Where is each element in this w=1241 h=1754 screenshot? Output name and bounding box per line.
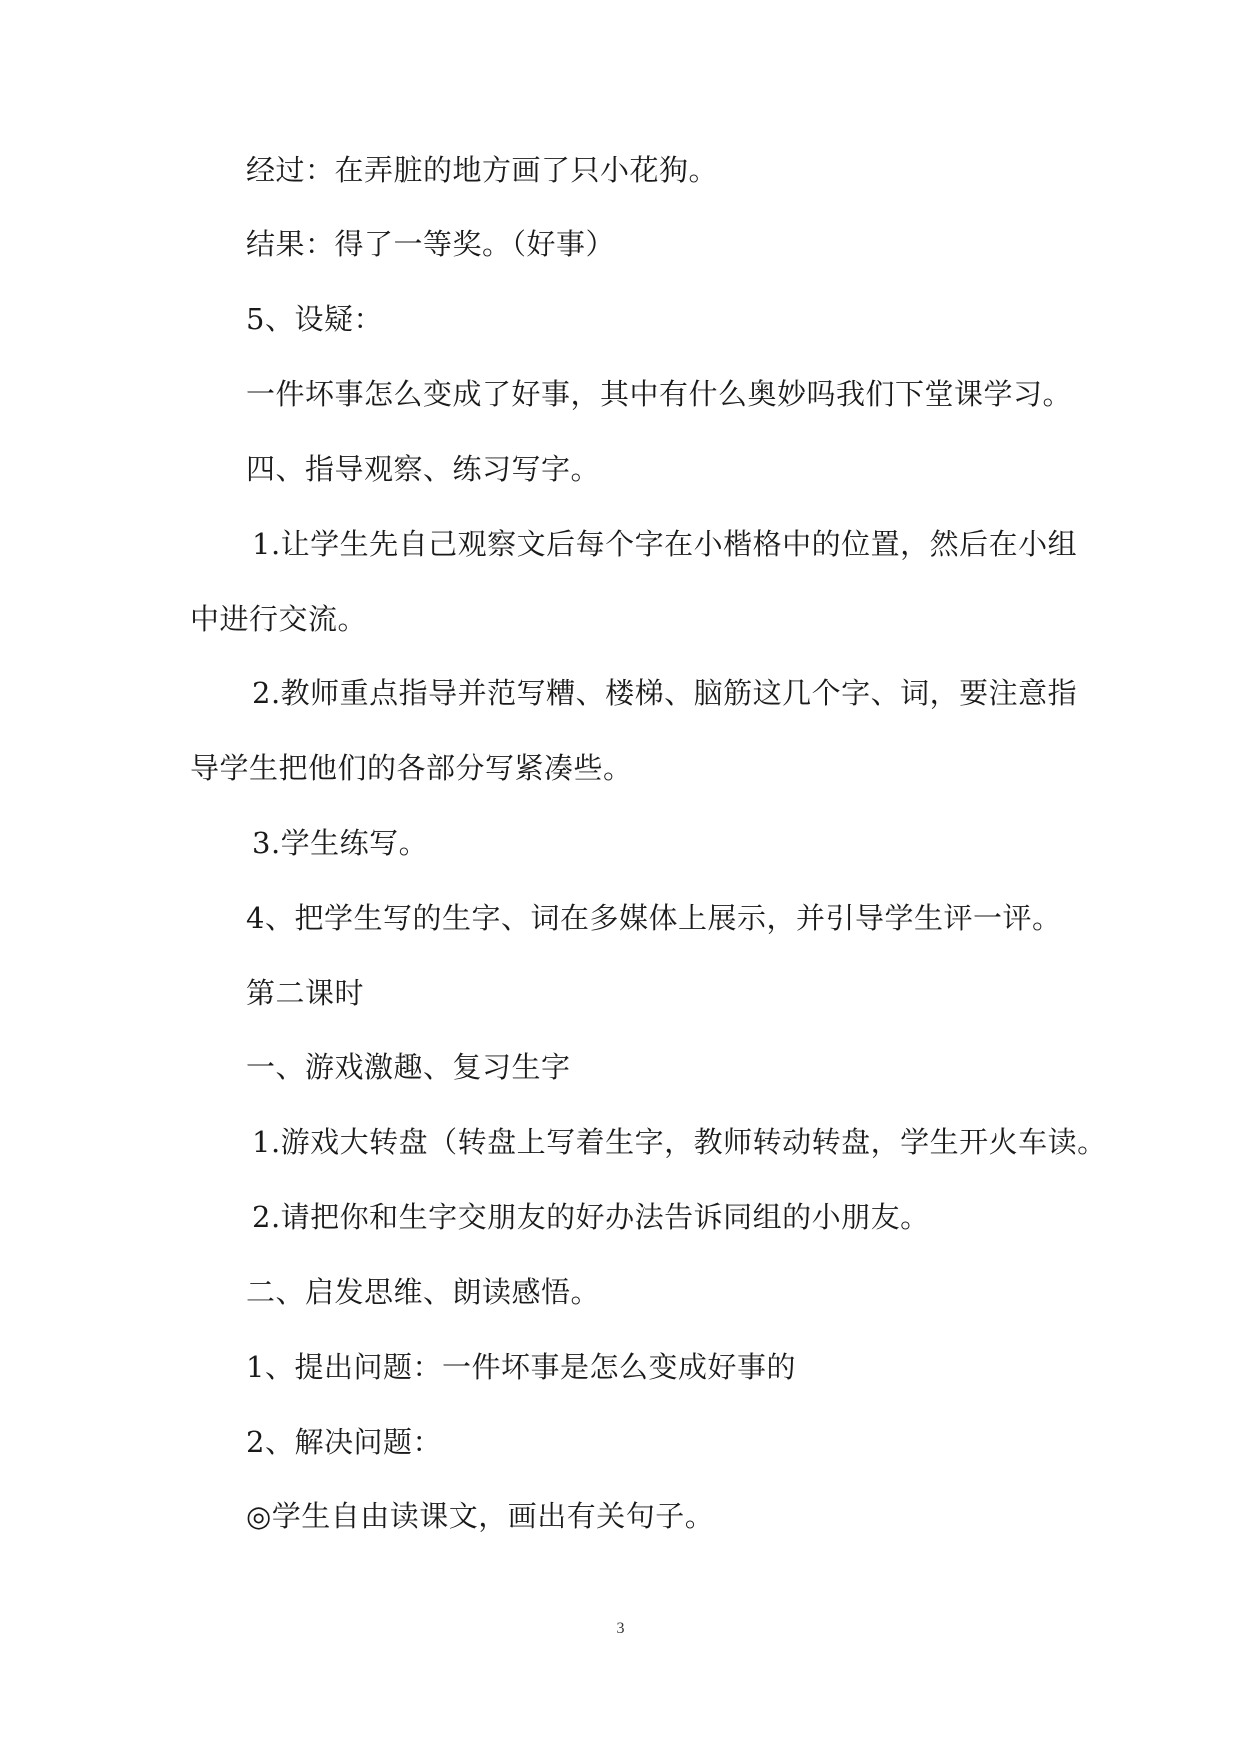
text-line: 1、提出问题：一件坏事是怎么变成好事的: [246, 1350, 796, 1384]
text-line: 经过：在弄脏的地方画了只小花狗。: [246, 153, 719, 187]
text-line: 5、设疑：: [246, 302, 383, 336]
page-number: 3: [616, 1620, 625, 1637]
text-line: 1.让学生先自己观察文后每个字在小楷格中的位置，然后在小组: [252, 527, 1078, 561]
section-heading: 一、游戏激趣、复习生字: [246, 1050, 571, 1084]
section-heading: 二、启发思维、朗读感悟。: [246, 1275, 601, 1309]
text-line: 导学生把他们的各部分写紧凑些。: [190, 751, 633, 785]
text-line: 2.请把你和生字交朋友的好办法告诉同组的小朋友。: [252, 1200, 930, 1234]
text-line: 一件坏事怎么变成了好事，其中有什么奥妙吗我们下堂课学习。: [246, 377, 1073, 411]
text-line: 4、把学生写的生字、词在多媒体上展示，并引导学生评一评。: [246, 901, 1062, 935]
text-line: 1.游戏大转盘（转盘上写着生字，教师转动转盘，学生开火车读。: [252, 1125, 1107, 1159]
text-line: 中进行交流。: [190, 602, 368, 636]
section-heading: 四、指导观察、练习写字。: [246, 452, 601, 486]
section-heading: 第二课时: [246, 976, 365, 1010]
text-line: 结果：得了一等奖。（好事）: [246, 227, 616, 261]
text-line: 3.学生练写。: [252, 826, 429, 860]
text-line: ◎学生自由读课文，画出有关句子。: [246, 1499, 715, 1533]
text-line: 2、解决问题：: [246, 1425, 442, 1459]
text-line: 2.教师重点指导并范写糟、楼梯、脑筋这几个字、词，要注意指: [252, 676, 1078, 710]
